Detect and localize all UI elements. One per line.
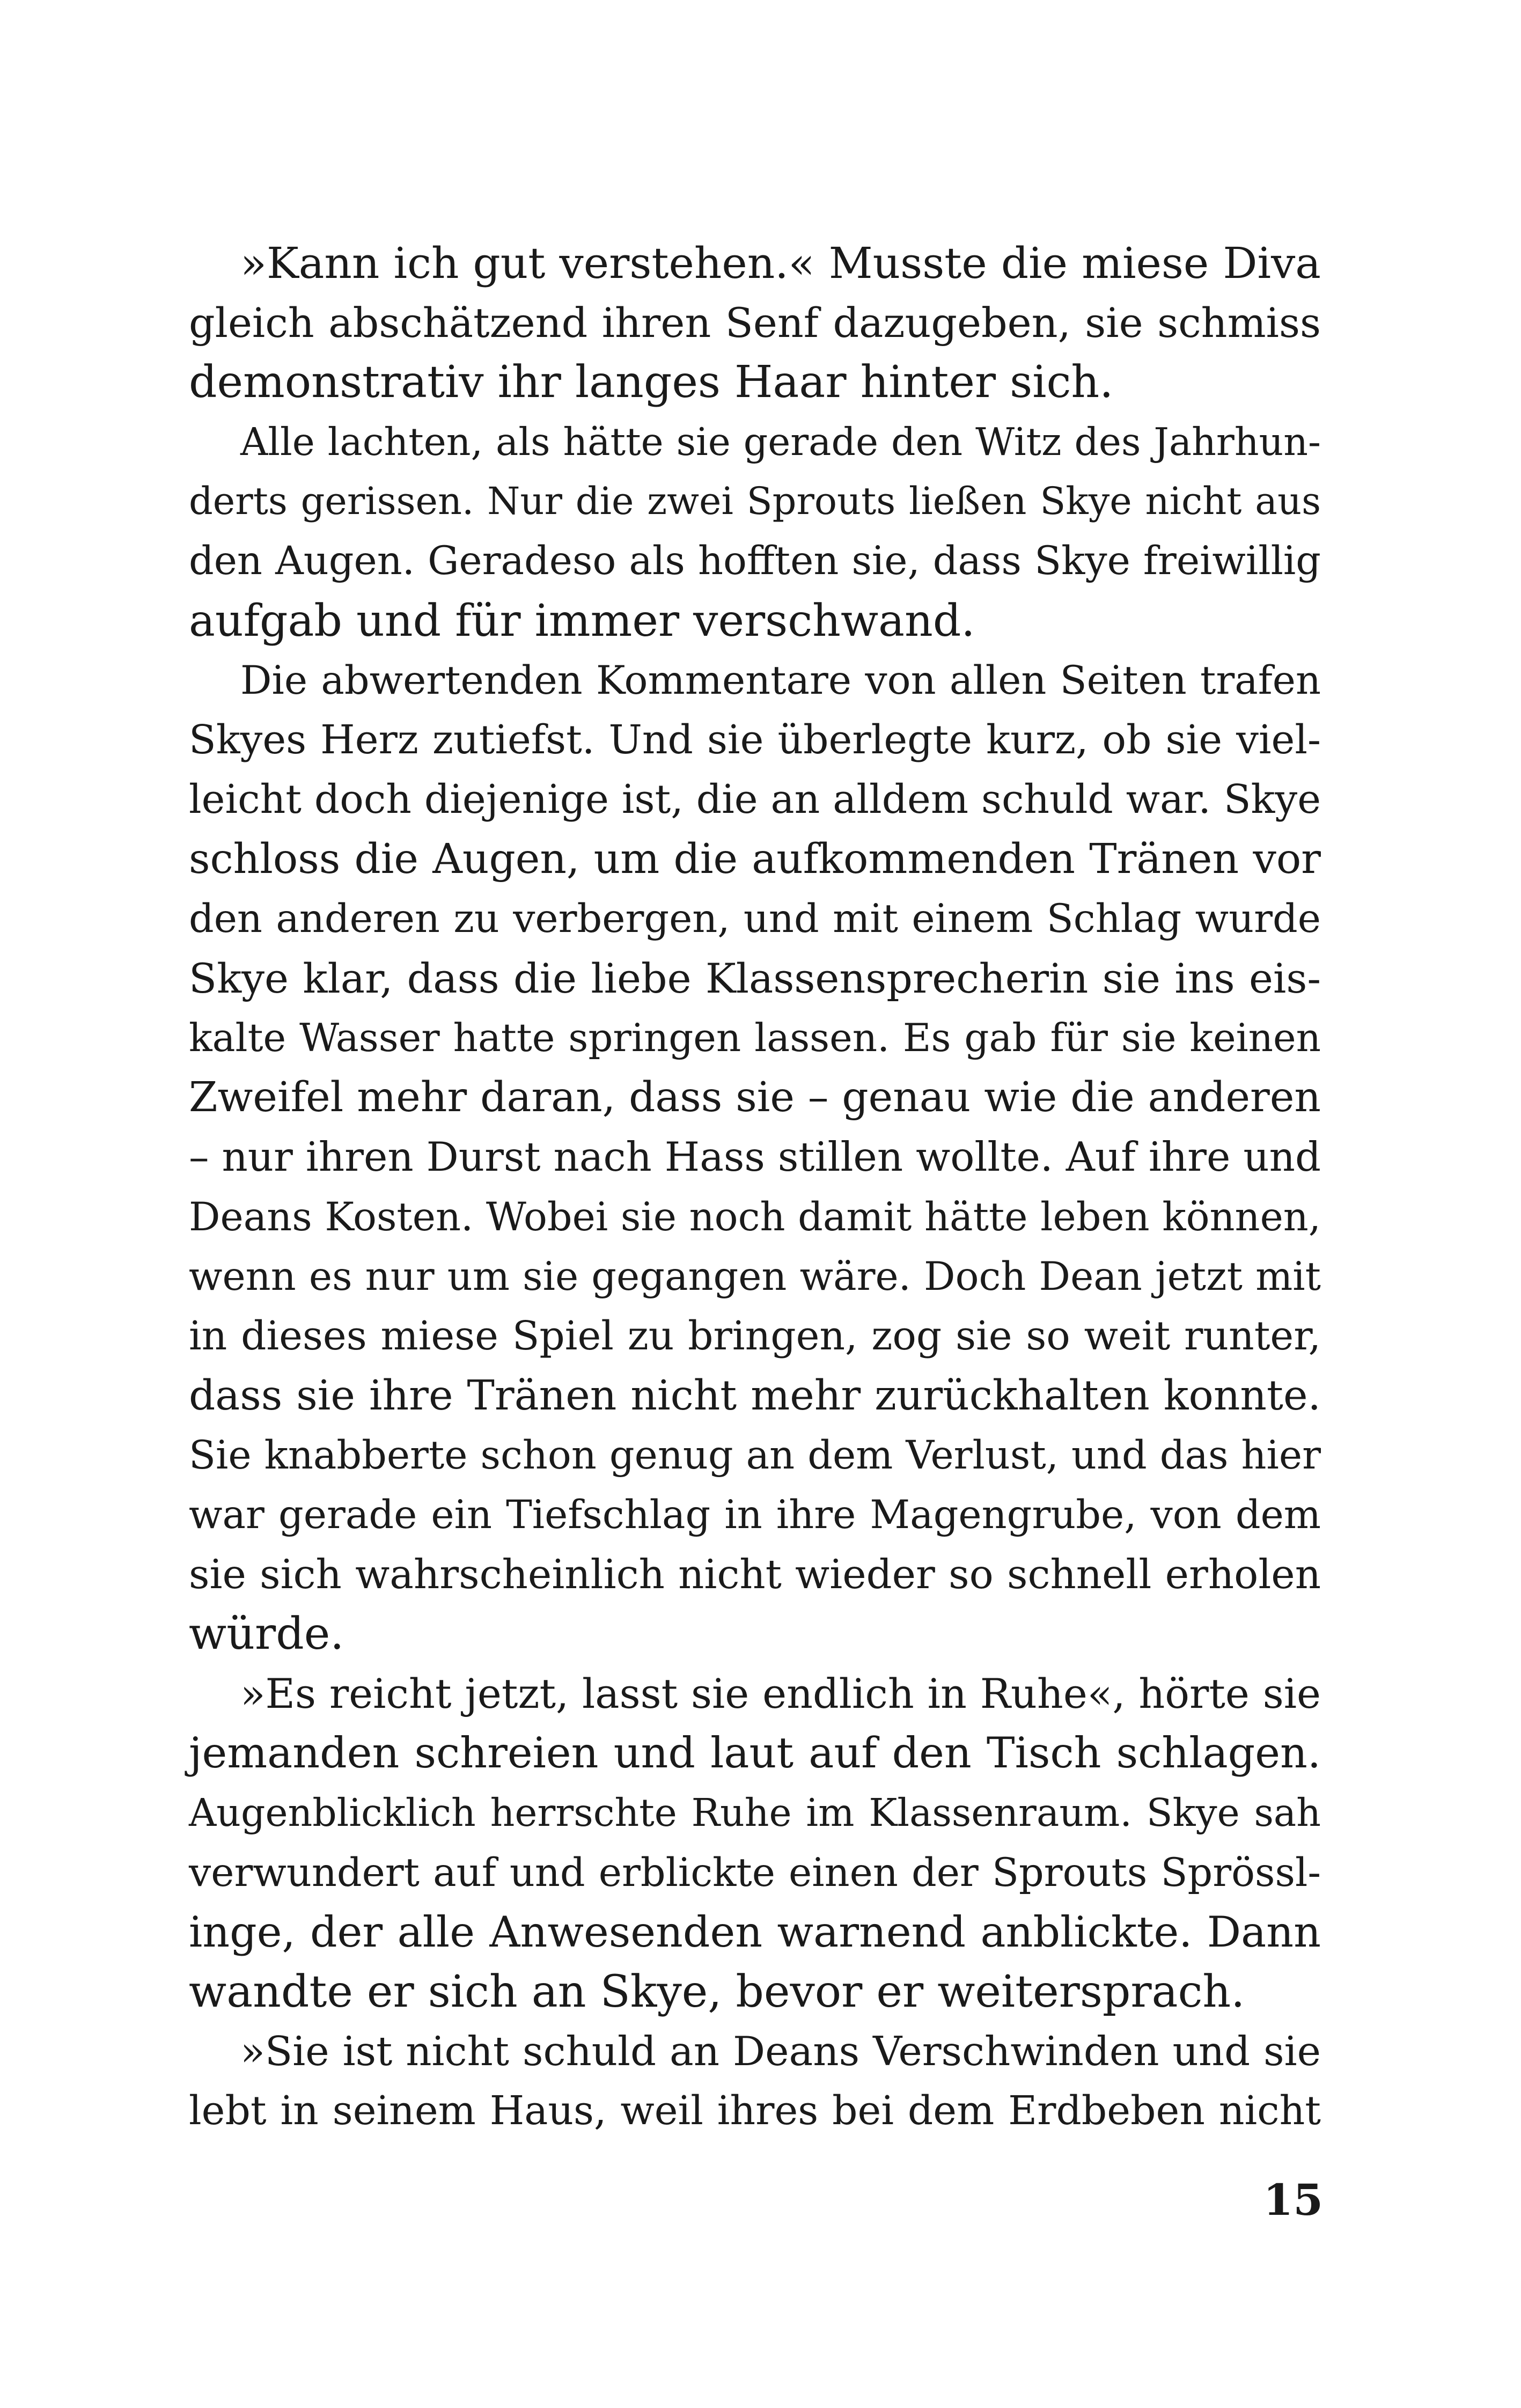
- text-line: jemanden schreien und laut auf den Tisch schlagen.: [189, 1728, 1321, 1778]
- text-line: aufgab und für immer verschwand.: [189, 595, 975, 647]
- text-line: gleich abschätzend ihren Senf dazugeben, sie schmiss: [189, 299, 1321, 347]
- text-line: Die abwertenden Kommentare von allen Seiten trafen: [240, 657, 1321, 703]
- text-line: sie sich wahrscheinlich nicht wieder so schnell erholen: [189, 1551, 1321, 1598]
- text-line: wenn es nur um sie gegangen wäre. Doch Dean jetzt mit: [189, 1253, 1321, 1300]
- text-line: würde.: [189, 1609, 344, 1660]
- text-line: – nur ihren Durst nach Hass stillen wollte. Auf ihre und: [189, 1133, 1321, 1181]
- text-line: »Kann ich gut verstehen.« Musste die miese Diva: [240, 238, 1321, 288]
- text-line: Deans Kosten. Wobei sie noch damit hätte leben können,: [189, 1194, 1321, 1240]
- text-line: Augenblicklich herrschte Ruhe im Klassenraum. Skye sah: [189, 1790, 1321, 1836]
- text-line: Zweifel mehr daran, dass sie – genau wie die anderen: [189, 1074, 1321, 1122]
- text-line: kalte Wasser hatte springen lassen. Es gab für sie keinen: [189, 1015, 1321, 1061]
- text-line: inge, der alle Anwesenden warnend anblickte. Dann: [189, 1907, 1321, 1957]
- text-line: Skyes Herz zutiefst. Und sie überlegte kurz, ob sie viel-: [189, 716, 1321, 763]
- text-line: »Sie ist nicht schuld an Deans Verschwinden und sie: [240, 2027, 1321, 2075]
- text-line: in dieses miese Spiel zu bringen, zog sie so weit runter,: [189, 1312, 1321, 1359]
- text-line: Sie knabberte schon genug an dem Verlust, und das hier: [189, 1432, 1321, 1478]
- text-line: lebt in seinem Haus, weil ihres bei dem Erdbeben nicht: [189, 2087, 1321, 2134]
- text-line: schloss die Augen, um die aufkommenden Tränen vor: [189, 835, 1321, 883]
- text-line: den Augen. Geradeso als hofften sie, dass Skye freiwillig: [189, 538, 1321, 584]
- text-line: »Es reicht jetzt, lasst sie endlich in Ruhe«, hörte sie: [240, 1670, 1321, 1718]
- body-text: [189, 233, 1321, 2141]
- text-line: leicht doch diejenige ist, die an alldem schuld war. Skye: [189, 776, 1321, 823]
- text-line: derts gerissen. Nur die zwei Sprouts ließen Skye nicht aus: [189, 479, 1321, 524]
- text-line: Skye klar, dass die liebe Klassensprecherin sie ins eis-: [189, 955, 1321, 1003]
- text-line: war gerade ein Tiefschlag in ihre Magengrube, von dem: [189, 1492, 1321, 1538]
- text-line: wandte er sich an Skye, bevor er weitersprach.: [189, 1966, 1245, 2017]
- text-line: dass sie ihre Tränen nicht mehr zurückhalten konnte.: [189, 1371, 1321, 1420]
- page-number: 15: [1263, 2175, 1323, 2225]
- text-line: demonstrativ ihr langes Haar hinter sich.: [189, 357, 1114, 408]
- text-line: Alle lachten, als hätte sie gerade den Witz des Jahrhun-: [240, 420, 1321, 465]
- text-line: verwundert auf und erblickte einen der Sprouts Sprössl-: [189, 1849, 1321, 1896]
- text-line: den anderen zu verbergen, und mit einem Schlag wurde: [189, 896, 1321, 942]
